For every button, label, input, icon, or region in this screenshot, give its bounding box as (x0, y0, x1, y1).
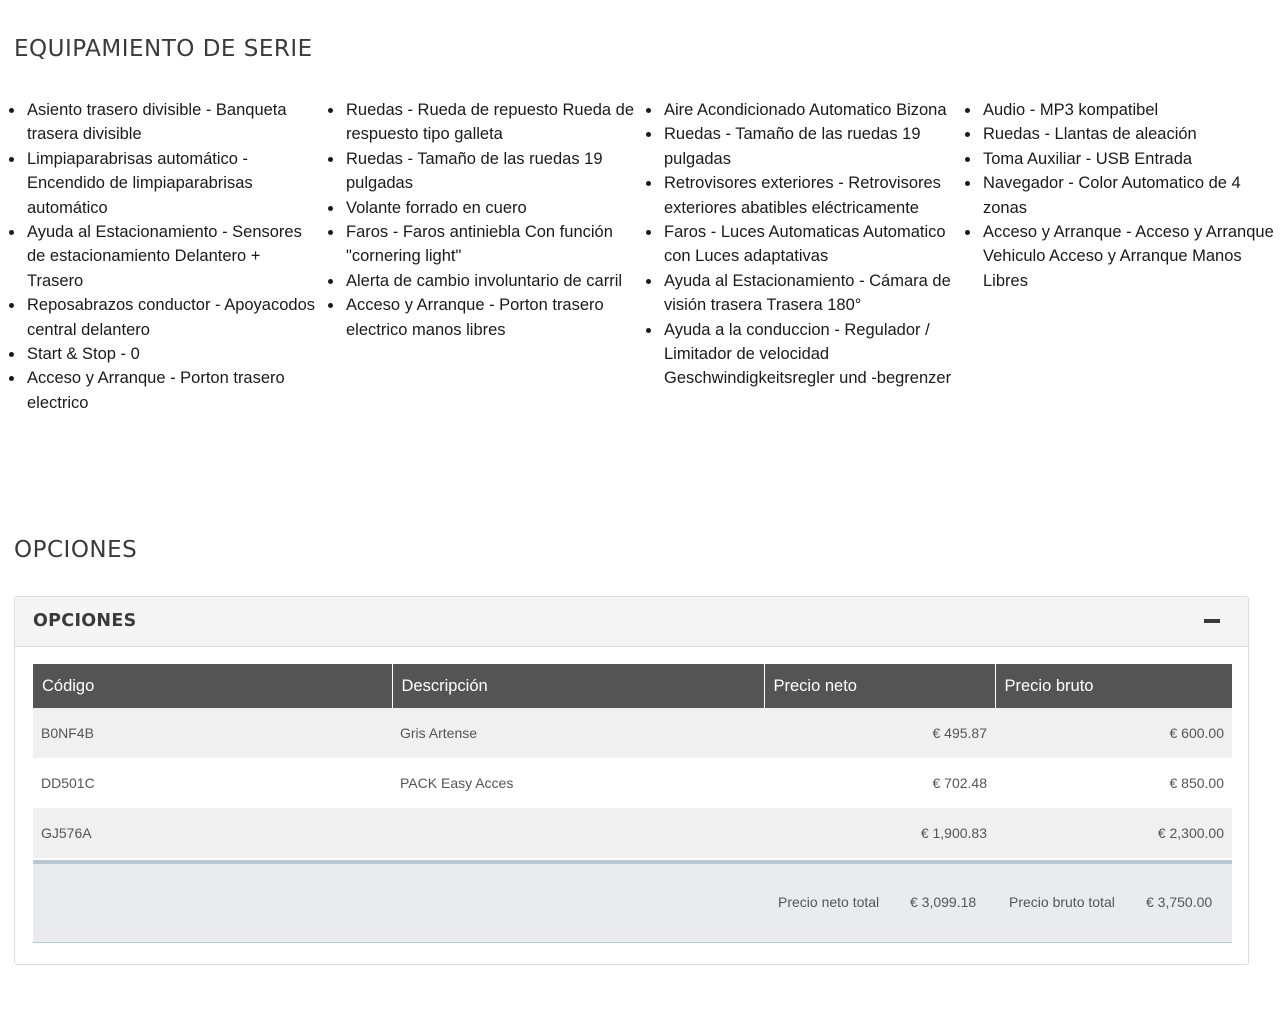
equipment-item: Ruedas - Tamaño de las ruedas 19 pulgadas (346, 147, 638, 196)
equipment-item: Ayuda al Estacionamiento - Sensores de estacionamiento Delantero + Trasero (27, 220, 319, 293)
table-row (33, 808, 1232, 858)
section-title-equipamiento: EQUIPAMIENTO DE SERIE (14, 36, 313, 62)
net-total-label: Precio neto total (778, 894, 880, 910)
cell-net-price: € 495.87 (764, 708, 995, 758)
equipment-item: Ruedas - Rueda de repuesto Rueda de respuesto tipo galleta (346, 98, 638, 147)
options-table (33, 664, 1232, 858)
cell-code: B0NF4B (33, 708, 392, 758)
table-row (33, 758, 1232, 808)
equipment-item: Ayuda a la conduccion - Regulador / Limitador de velocidad Geschwindigkeitsregler und -begrenzer (664, 318, 956, 391)
options-panel-header[interactable] (15, 597, 1248, 647)
equipment-item: Volante forrado en cuero (346, 196, 638, 220)
equipment-item: Ayuda al Estacionamiento - Cámara de visión trasera Trasera 180° (664, 269, 956, 318)
equipment-item: Aire Acondicionado Automatico Bizona (664, 98, 956, 122)
section-title-opciones: OPCIONES (14, 537, 138, 563)
cell-description (392, 808, 764, 858)
cell-description: Gris Artense (392, 708, 764, 758)
gross-total-value: € 3,750.00 (1146, 894, 1213, 910)
column-header-precio-neto: Precio neto (764, 664, 995, 708)
equipment-item: Limpiaparabrisas automático - Encendido de limpiaparabrisas automático (27, 147, 319, 220)
column-header-precio-bruto: Precio bruto (995, 664, 1232, 708)
equipment-item: Asiento trasero divisible - Banqueta trasera divisible (27, 98, 319, 147)
cell-gross-price: € 850.00 (995, 758, 1232, 808)
equipment-item: Start & Stop - 0 (27, 342, 319, 366)
equipment-item: Acceso y Arranque - Acceso y Arranque Vehiculo Acceso y Arranque Manos Libres (983, 220, 1275, 293)
totals-row (33, 860, 1232, 943)
column-header-codigo: Código (33, 664, 392, 708)
equipment-column-2 (319, 98, 638, 342)
cell-gross-price: € 2,300.00 (995, 808, 1232, 858)
equipment-item: Reposabrazos conductor - Apoyacodos central delantero (27, 293, 319, 342)
cell-code: GJ576A (33, 808, 392, 858)
equipment-item: Ruedas - Llantas de aleación (983, 122, 1275, 146)
equipment-column-3 (637, 98, 956, 391)
minus-icon[interactable] (1202, 609, 1226, 633)
equipment-column-1 (0, 98, 319, 415)
options-panel-title: OPCIONES (33, 611, 137, 631)
equipment-item: Faros - Luces Automaticas Automatico con Luces adaptativas (664, 220, 956, 269)
cell-net-price: € 702.48 (764, 758, 995, 808)
column-header-descripcion: Descripción (392, 664, 764, 708)
equipment-item: Faros - Faros antiniebla Con función "cornering light" (346, 220, 638, 269)
equipment-item: Toma Auxiliar - USB Entrada (983, 147, 1275, 171)
equipment-item: Navegador - Color Automatico de 4 zonas (983, 171, 1275, 220)
net-total-value: € 3,099.18 (910, 894, 977, 910)
cell-description: PACK Easy Acces (392, 758, 764, 808)
cell-net-price: € 1,900.83 (764, 808, 995, 858)
equipment-item: Acceso y Arranque - Porton trasero electrico (27, 366, 319, 415)
equipment-item: Retrovisores exteriores - Retrovisores exteriores abatibles eléctricamente (664, 171, 956, 220)
equipment-item: Alerta de cambio involuntario de carril (346, 269, 638, 293)
equipment-item: Acceso y Arranque - Porton trasero electrico manos libres (346, 293, 638, 342)
equipment-item: Audio - MP3 kompatibel (983, 98, 1275, 122)
gross-total-label: Precio bruto total (1009, 894, 1115, 910)
equipment-item: Ruedas - Tamaño de las ruedas 19 pulgadas (664, 122, 956, 171)
table-header-row (33, 664, 1232, 708)
equipment-column-4 (956, 98, 1275, 293)
cell-code: DD501C (33, 758, 392, 808)
table-row (33, 708, 1232, 758)
cell-gross-price: € 600.00 (995, 708, 1232, 758)
options-panel (14, 596, 1249, 965)
